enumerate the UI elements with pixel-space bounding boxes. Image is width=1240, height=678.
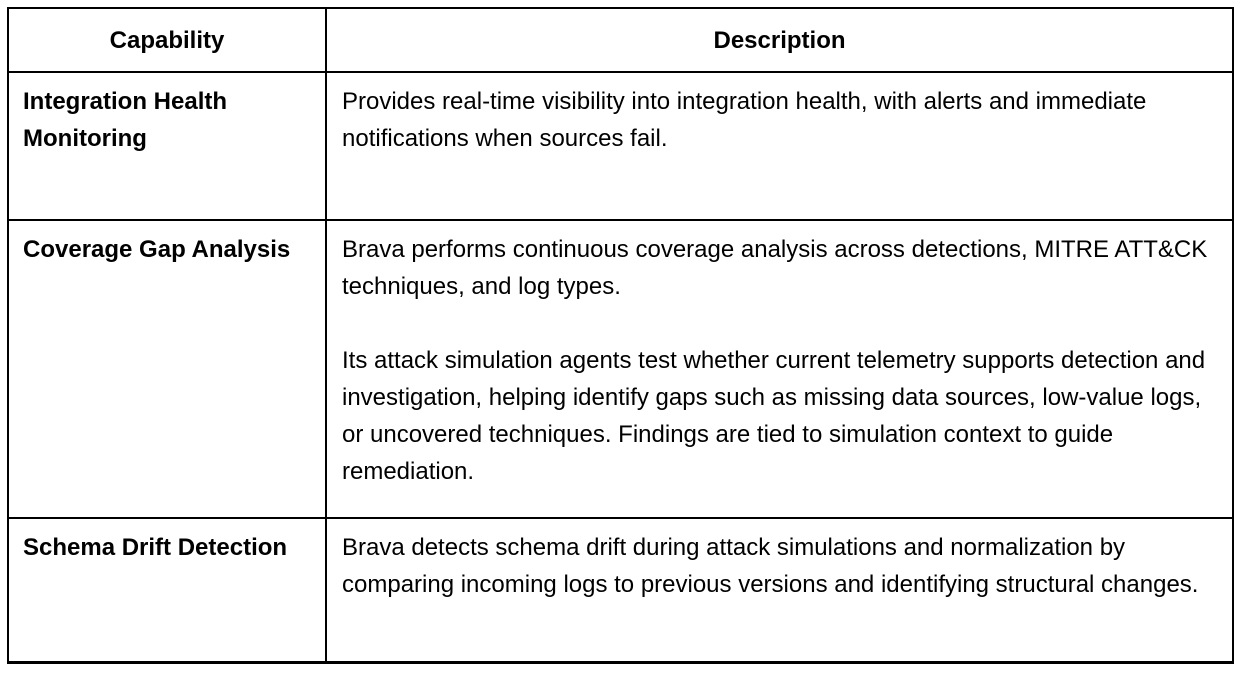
description-paragraph: Its attack simulation agents test whether current telemetry supports detection and investigation, helping identify gaps such as missing data sources, low-value logs, or uncovered techniques. Findings are tied to simulation context to guide remediation. xyxy=(342,347,1206,485)
table-row xyxy=(8,72,1233,220)
capability-schema-drift-detection: Schema Drift Detection xyxy=(8,518,326,662)
description-coverage-gap-analysis xyxy=(326,220,1233,518)
description-paragraph: Brava performs continuous coverage analysis across detections, MITRE ATT&CK techniques, and log types. xyxy=(342,236,1208,300)
header-capability: Capability xyxy=(8,8,326,72)
header-description: Description xyxy=(326,8,1233,72)
capability-table xyxy=(7,7,1234,664)
description-paragraph: Brava detects schema drift during attack simulations and normalization by comparing incoming logs to previous versions and identifying structural changes. xyxy=(342,534,1199,598)
description-paragraph: Provides real-time visibility into integration health, with alerts and immediate notifications when sources fail. xyxy=(342,88,1147,152)
table-header-row xyxy=(8,8,1233,72)
description-integration-health-monitoring xyxy=(326,72,1233,220)
capability-integration-health-monitoring: Integration Health Monitoring xyxy=(8,72,326,220)
table-row xyxy=(8,518,1233,662)
description-schema-drift-detection xyxy=(326,518,1233,662)
capability-coverage-gap-analysis: Coverage Gap Analysis xyxy=(8,220,326,518)
table-row xyxy=(8,220,1233,518)
